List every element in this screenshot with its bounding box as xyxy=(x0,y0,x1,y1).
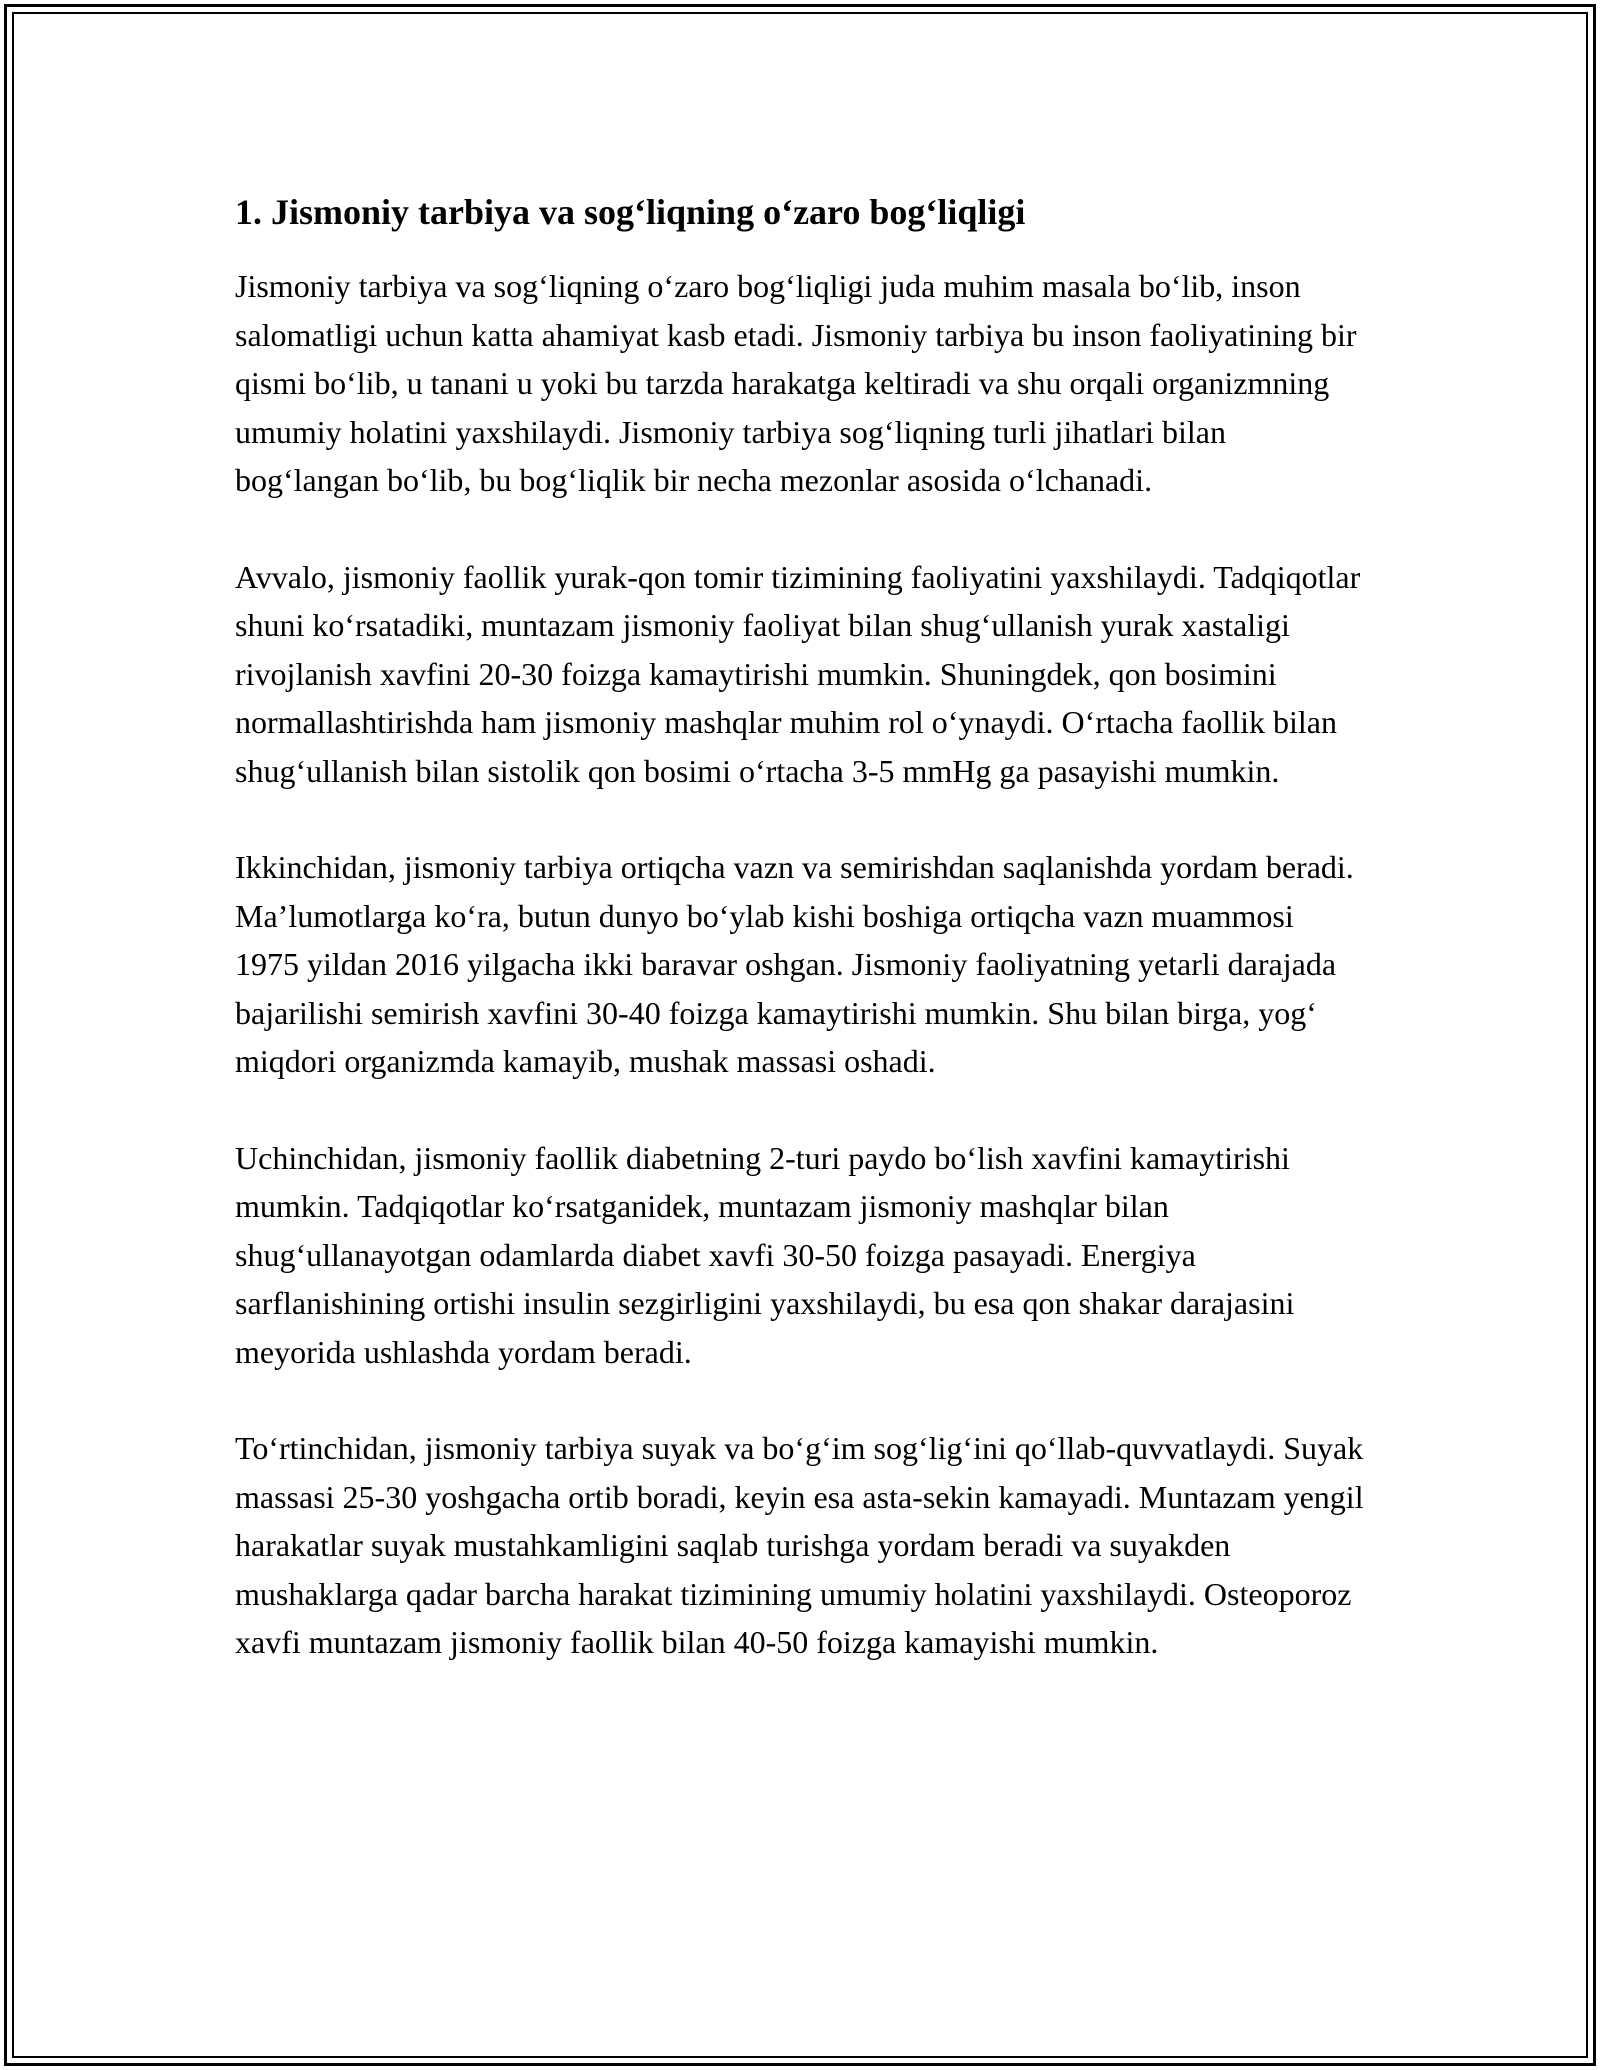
section-heading: 1. Jismoniy tarbiya va sog‘liqning o‘zaro bog‘liqligi xyxy=(235,192,1026,232)
paragraph-intro: Jismoniy tarbiya va sog‘liqning o‘zaro bog‘liqligi juda muhim masala bo‘lib, inson salomatligi uchun katta ahamiyat kasb etadi. Jismoniy tarbiya bu inson faoliyatining bir qismi bo‘lib, u tanani u yoki bu tarzda harakatga keltiradi va shu orqali organizmning umumiy holatini yaxshilaydi. Jismoniy tarbiya sog‘liqning turli jihatlari bilan bog‘langan bo‘lib, bu bog‘liqlik bir necha mezonlar asosida o‘lchanadi. xyxy=(235,268,1357,498)
paragraph-diabetes: Uchinchidan, jismoniy faollik diabetning 2-turi paydo bo‘lish xavfini kamaytirishi mumkin. Tadqiqotlar ko‘rsatganidek, muntazam jismoniy mashqlar bilan shug‘ullanayotgan odamlarda diabet xavfi 30-50 foizga pasayadi. Energiya sarflanishining ortishi insulin sezgirligini yaxshilaydi, bu esa qon shakar darajasini meyorida ushlashda yordam beradi. xyxy=(235,1139,1295,1370)
paragraph-bones: To‘rtinchidan, jismoniy tarbiya suyak va bo‘g‘im sog‘lig‘ini qo‘llab-quvvatlaydi. Suyak massasi 25-30 yoshgacha ortib boradi, keyin esa asta-sekin kamayadi. Muntazam yengil harakatlar suyak mustahkamligini saqlab turishga yordam beradi va suyakden mushaklarga qadar barcha harakat tizimining umumiy holatini yaxshilaydi. Osteoporoz xavfi muntazam jismoniy faollik bilan 40-50 foizga kamayishi mumkin. xyxy=(235,1430,1364,1660)
document-body xyxy=(235,188,1365,1715)
paragraph-cardiovascular: Avvalo, jismoniy faollik yurak-qon tomir tizimining faoliyatini yaxshilaydi. Tadqiqotlar shuni ko‘rsatadiki, muntazam jismoniy faoliyat bilan shug‘ullanish yurak xastaligi rivojlanish xavfini 20-30 foizga kamaytirishi mumkin. Shuningdek, qon bosimini normallashtirishda ham jismoniy mashqlar muhim rol o‘ynaydi. O‘rtacha faollik bilan shug‘ullanish bilan sistolik qon bosimi o‘rtacha 3-5 mmHg ga pasayishi mumkin. xyxy=(235,558,1361,789)
paragraph-weight: Ikkinchidan, jismoniy tarbiya ortiqcha vazn va semirishdan saqlanishda yordam beradi. Ma’lumotlarga ko‘ra, butun dunyo bo‘ylab kishi boshiga ortiqcha vazn muammosi 1975 yildan 2016 yilgacha ikki baravar oshgan. Jismoniy faoliyatning yetarli darajada bajarilishi semirish xavfini 30-40 foizga kamaytirishi mumkin. Shu bilan birga, yog‘ miqdori organizmda kamayib, mushak massasi oshadi. xyxy=(235,849,1354,1079)
